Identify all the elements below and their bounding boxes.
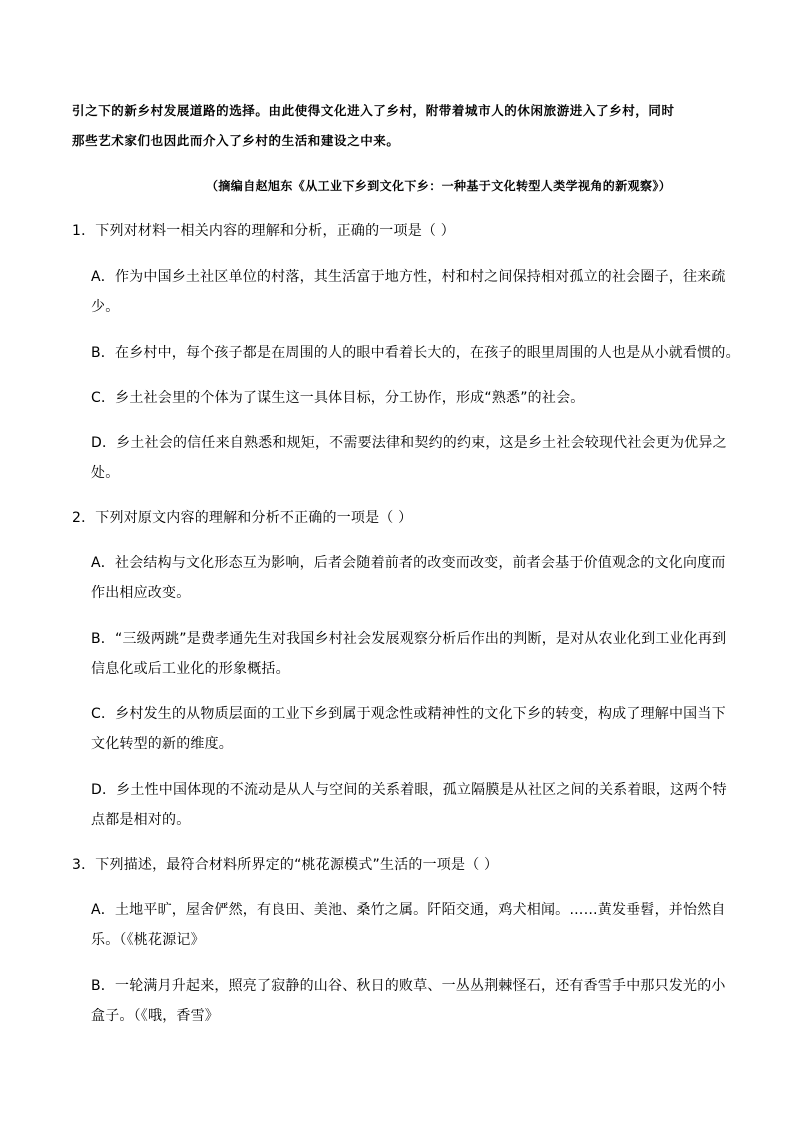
question-2-option-d: D．乡土性中国体现的不流动是从人与空间的关系着眼，孤立隔膜是从社区之间的关系着眼，这两个特 — [91, 782, 727, 798]
question-1-option-c: C．乡土社会里的个体为了谋生这一具体目标，分工协作，形成“熟悉”的社会。 — [91, 390, 585, 406]
question-1-option-b: B．在乡村中，每个孩子都是在周围的人的眼中看着长大的，在孩子的眼里周围的人也是从小就看惯的。 — [91, 345, 740, 361]
excerpt-line-2: 那些艺术家们也因此而介入了乡村的生活和建设之中来。 — [72, 133, 400, 148]
question-2-stem: 2．下列对原文内容的理解和分析不正确的一项是（ ） — [72, 510, 413, 526]
excerpt-source: （摘编自赵旭东《从工业下乡到文化下乡：一种基于文化转型人类学视角的新观察》） — [206, 179, 672, 193]
question-2-option-c-cont: 文化转型的新的维度。 — [91, 736, 233, 752]
question-2-option-a-cont: 作出相应改变。 — [91, 585, 191, 601]
question-3-stem: 3．下列描述，最符合材料所界定的“桃花源模式”生活的一项是（ ） — [72, 857, 499, 873]
question-1-option-a-cont: 少。 — [91, 299, 120, 315]
question-1-option-d-cont: 处。 — [91, 465, 120, 481]
question-3-option-b-cont: 盒子。（《哦，香雪》 — [91, 1008, 219, 1024]
question-3-option-a-cont: 乐。（《桃花源记》 — [91, 932, 205, 948]
question-3-option-b: B．一轮满月升起来，照亮了寂静的山谷、秋日的败草、一丛丛荆棘怪石，还有香雪手中那只发光的小 — [91, 978, 726, 994]
question-3-option-a: A．土地平旷，屋舍俨然，有良田、美池、桑竹之属。阡陌交通，鸡犬相闻。……黄发垂髫，并怡然自 — [91, 902, 726, 918]
question-1-option-d: D．乡土社会的信任来自熟悉和规矩，不需要法律和契约的约束，这是乡土社会较现代社会更为优异之 — [91, 435, 727, 451]
question-2-option-b-cont: 信息化或后工业化的形象概括。 — [91, 661, 290, 677]
question-2-option-a: A．社会结构与文化形态互为影响，后者会随着前者的改变而改变，前者会基于价值观念的文化向度而 — [91, 555, 726, 571]
question-2-option-d-cont: 点都是相对的。 — [91, 812, 191, 828]
question-2-option-c: C．乡村发生的从物质层面的工业下乡到属于观念性或精神性的文化下乡的转变，构成了理解中国当下 — [91, 706, 726, 722]
question-1-option-a: A．作为中国乡土社区单位的村落，其生活富于地方性，村和村之间保持相对孤立的社会圈子，往来疏 — [91, 269, 726, 285]
question-1-stem: 1．下列对材料一相关内容的理解和分析，正确的一项是（ ） — [72, 223, 455, 239]
question-2-option-b: B．“三级两跳”是费孝通先生对我国乡村社会发展观察分析后作出的判断，是对从农业化到工业化再到 — [91, 631, 727, 647]
excerpt-line-1: 引之下的新乡村发展道路的选择。由此使得文化进入了乡村，附带着城市人的休闲旅游进入了乡村，同时 — [72, 103, 675, 118]
